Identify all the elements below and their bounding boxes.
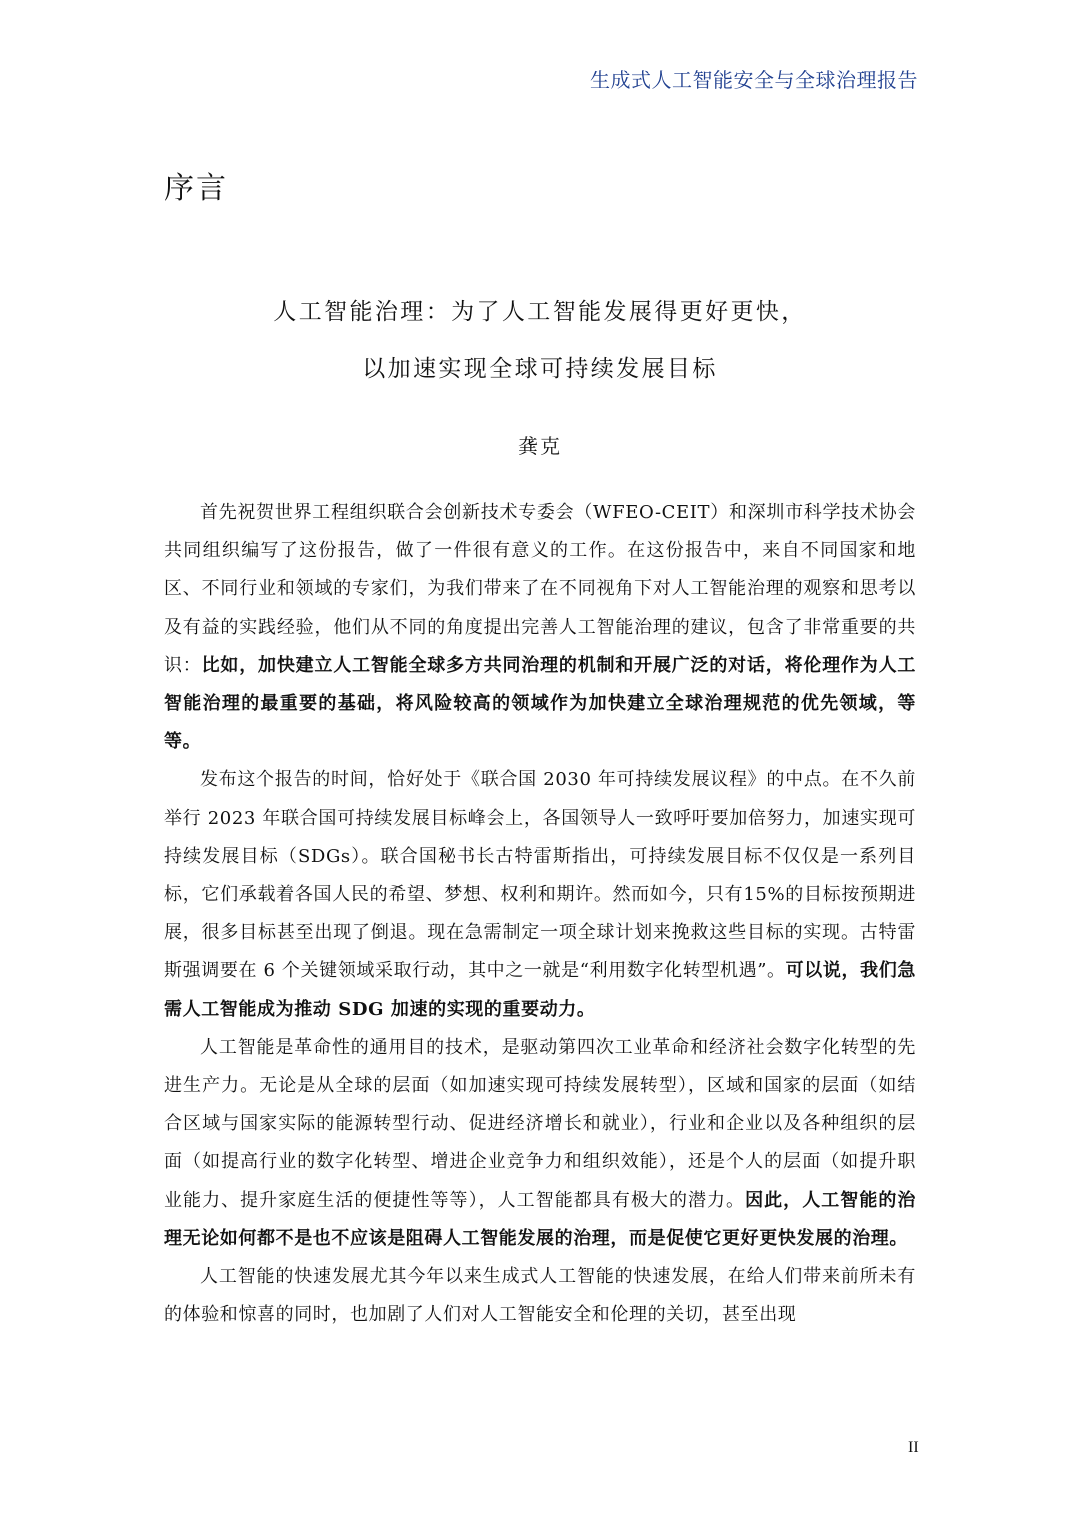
paragraph-4 xyxy=(164,1258,916,1334)
paragraph-1-emphasis: 比如，加快建立人工智能全球多方共同治理的机制和开展广泛的对话，将伦理作为人工智能治理的最重要的基础，将风险较高的领域作为加快建立全球治理规范的优先领域，等等。 xyxy=(164,654,917,753)
paragraph-1 xyxy=(164,494,916,761)
paragraph-4-text: 人工智能的快速发展尤其今年以来生成式人工智能的快速发展，在给人们带来前所未有的体验和惊喜的同时，也加剧了人们对人工智能安全和伦理的关切，甚至出现 xyxy=(164,1266,916,1326)
paragraph-2-text: 发布这个报告的时间，恰好处于《联合国 2030 年可持续发展议程》的中点。在不久前举行 2023 年联合国可持续发展目标峰会上，各国领导人一致呼吁要加倍努力，加速实现可持续发展目标（SDGs）。联合国秘书长古特雷斯指出，可持续发展目标不仅仅是一系列目标，它们承载着各国人民的希望、梦想、权利和期许。然而如今，只有15%的目标按预期进展，很多目标甚至出现了倒退。现在急需制定一项全球计划来挽救这些目标的实现。古特雷斯强调要在 6 个关键领域采取行动，其中之一就是“利用数字化转型机遇”。 xyxy=(164,769,916,982)
paragraph-2 xyxy=(164,761,916,1028)
paragraph-3 xyxy=(164,1029,916,1258)
article-author: 龚克 xyxy=(518,434,562,458)
article-title-line-2: 以加速实现全球可持续发展目标 xyxy=(362,356,718,382)
paragraph-3-text: 人工智能是革命性的通用目的技术，是驱动第四次工业革命和经济社会数字化转型的先进生产力。无论是从全球的层面（如加速实现可持续发展转型），区域和国家的层面（如结合区域与国家实际的能源转型行动、促进经济增长和就业），行业和企业以及各种组织的层面（如提高行业的数字化转型、增进企业竞争力和组织效能），还是个人的层面（如提升职业能力、提升家庭生活的便捷性等等），人工智能都具有极大的潜力。 xyxy=(164,1036,916,1211)
paragraph-2-emphasis: 可以说，我们急需人工智能成为推动 SDG 加速的实现的重要动力。 xyxy=(164,960,916,1020)
article-title-line-1: 人工智能治理：为了人工智能发展得更好更快， xyxy=(273,299,807,325)
paragraph-1-text: 首先祝贺世界工程组织联合会创新技术专委会（WFEO-CEIT）和深圳市科学技术协会共同组织编写了这份报告，做了一件很有意义的工作。在这份报告中，来自不同国家和地区、不同行业和领域的专家们，为我们带来了在不同视角下对人工智能治理的观察和思考以及有益的实践经验，他们从不同的角度提出完善人工智能治理的建议，包含了非常重要的共识： xyxy=(164,502,916,676)
running-header: 生成式人工智能安全与全球治理报告 xyxy=(590,68,918,92)
section-heading: 序言 xyxy=(164,171,228,206)
article-body xyxy=(164,494,916,1334)
paragraph-3-emphasis: 因此，人工智能的治理无论如何都不是也不应该是阻碍人工智能发展的治理，而是促使它更好更快发展的治理。 xyxy=(164,1189,916,1249)
page-number: II xyxy=(908,1439,919,1456)
